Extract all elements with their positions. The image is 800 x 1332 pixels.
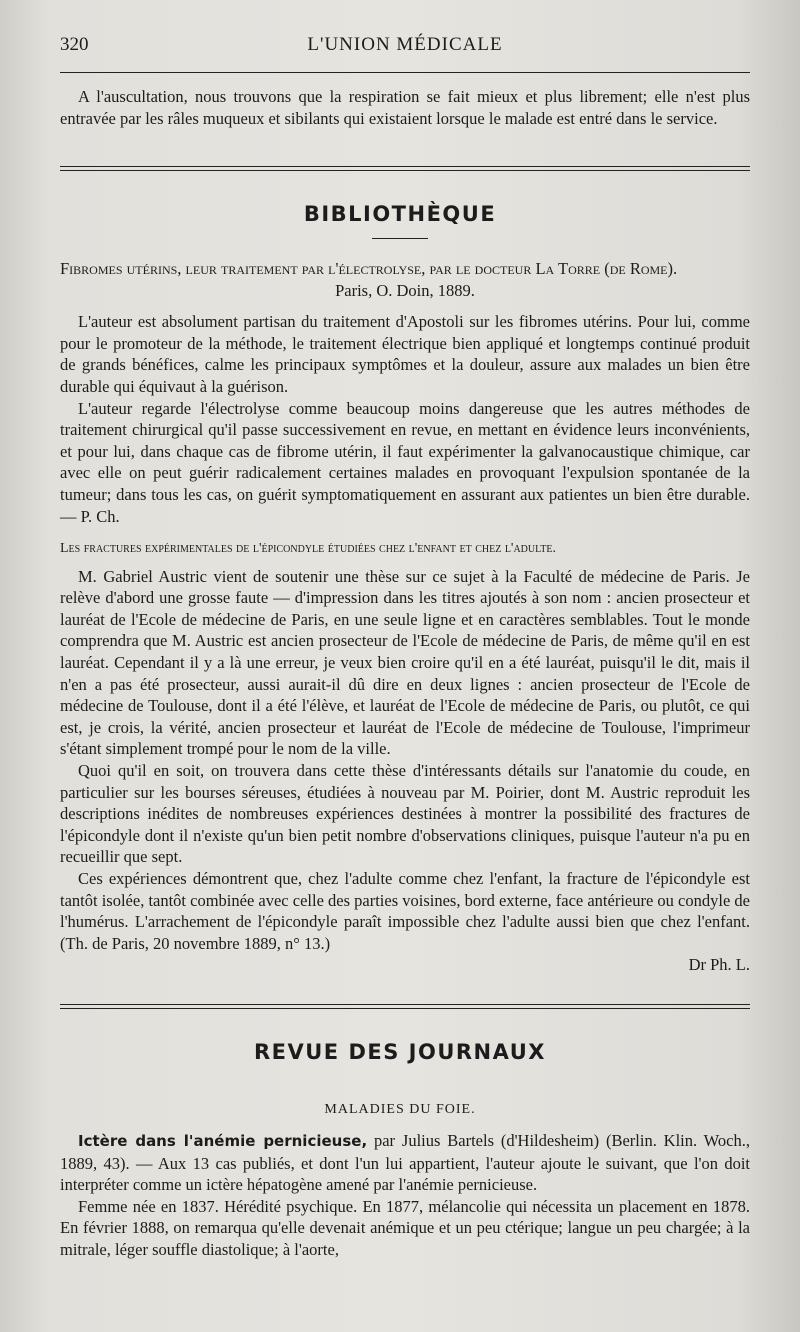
review-fibromes-title: Fibromes utérins, leur traitement par l'électrolyse, par le docteur La Torre (de Rome). — [60, 259, 678, 278]
review-fractures-signature: Dr Ph. L. — [688, 955, 750, 975]
section-divider-top — [60, 166, 750, 171]
header-rule — [60, 72, 750, 73]
revue-article-text-1: — Aux 13 cas publiés, et dont l'un lui appartient, l'auteur ajoute le suivant, que l'on doit interpréter comme un ictère hépatogène amené par l'anémie pernicieuse. — [60, 1153, 751, 1195]
page-header — [60, 34, 750, 64]
review-fibromes-paragraph-1: L'auteur est absolument partisan du traitement d'Apostoli sur les fibromes utérins. Pour lui, comme pour le promoteur de la méthode, le traitement électrique bien appliqué et longtemps continué produit de grands bénéfices, calme les principaux symptômes et la douleur, assure aux malades un bien être durable qui équivaut à la guérison. — [60, 312, 750, 396]
revue-heading: REVUE DES JOURNAUX — [253, 1040, 546, 1064]
revue-article-paragraph-2: Femme née en 1837. Hérédité psychique. En 1877, mélancolie qui nécessita un placement en 1878. En février 1888, on remarqua qu'elle devenait anémique et un peu ctérique; langue un peu chargée; à la mitrale, léger souffle diastolique; à l'aorte, — [60, 1196, 750, 1259]
review-fractures-title: Les fractures expérimentales de l'épicondyle étudiées chez l'enfant et chez l'adulte. — [60, 541, 557, 556]
revue-article-title: Ictère dans l'anémie pernicieuse, — [78, 1132, 368, 1150]
review-fractures-paragraph-3: Ces expériences démontrent que, chez l'adulte comme chez l'enfant, la fracture de l'épicondyle est tantôt isolée, tantôt combinée avec celle des parties voisines, bord externe, face antérieure ou condyle de l'humérus. L'arrachement de l'épicondyle paraît impossible chez l'adulte aussi bien que chez l'enfant. (Th. de Paris, 20 novembre 1889, n° 13.) — [60, 868, 750, 953]
review-fibromes — [60, 258, 750, 527]
review-fibromes-publisher: Paris, O. Doin, 1889. — [335, 280, 475, 300]
section-divider-bottom — [60, 1004, 750, 1009]
bibliotheque-heading-rule — [372, 238, 428, 239]
intro-paragraph-block — [60, 86, 750, 129]
revue-subheading: MALADIES DU FOIE. — [324, 1102, 476, 1117]
page-number: 320 — [60, 34, 89, 55]
intro-paragraph: A l'auscultation, nous trouvons que la respiration se fait mieux et plus librement; elle n'est plus entravée par les râles muqueux et sibilants qui existaient lorsque le malade est entré dans le service. — [60, 87, 750, 128]
review-fibromes-paragraph-2: L'auteur regarde l'électrolyse comme beaucoup moins dangereuse que les autres méthodes de traitement chirurgical qu'il passe successivement en revue, en mettant en évidence leurs inconvénients, et pour lui, dans chaque cas de fibrome utérin, il faut expérimenter la galvanocaustique chimique, car avec elle on peut guérir radicalement certaines malades en provoquant l'expulsion spontanée de la tumeur; dans tous les cas, on guérit symptomatiquement en assurant aux patientes un bien être durable. — P. Ch. — [60, 398, 750, 526]
revue-article-author: par Julius Bartels (d'Hildesheim) (Berlin. Klin. Woch., 1889, 43). — [60, 1131, 750, 1173]
revue-article-paragraph-1 — [60, 1130, 750, 1196]
bibliotheque-heading: BIBLIOTHÈQUE — [303, 202, 497, 226]
review-fractures-paragraph-2: Quoi qu'il en soit, on trouvera dans cette thèse d'intéressants détails sur l'anatomie du coude, en particulier sur les bourses séreuses, étudiées à nouveau par M. Poirier, dont M. Austric reproduit les descriptions inédites de nombreuses expériences destinées à montrer la possibilité des fractures de l'épicondyle dont il n'existe qu'un bien petit nombre d'observations cliniques, puisque l'auteur n'a pu en recueillir que sept. — [60, 760, 750, 867]
running-title: L'UNION MÉDICALE — [307, 34, 503, 55]
review-fractures — [60, 538, 750, 976]
revue-article — [60, 1130, 750, 1261]
review-fractures-paragraph-1: M. Gabriel Austric vient de soutenir une thèse sur ce sujet à la Faculté de médecine de Paris. Je relève d'abord une grosse faute — d'impression dans les titres ajoutés à son nom : ancien prosecteur et lauréat de l'Ecole de médecine de Paris, en une seule ligne et en caractères semblables. Tout le monde comprendra que M. Austric est ancien prosecteur de l'Ecole de médecine de Paris, de même qu'il en est lauréat. Cependant il y a là une erreur, je veux bien croire qu'il en a été lauréat, puisqu'il le dit, mais il n'en a pas été prosecteur, aussi aurait-il dû dire en deux lignes : ancien prosecteur de l'Ecole de médecine de Toulouse, dont il a été l'élève, et lauréat de l'Ecole de médecine de Paris, ou plutôt, ce qui est, je crois, la vérité, ancien prosecteur et lauréat de l'Ecole de médecine de Toulouse, l'imprimeur s'étant simplement trompé pour le nom de la ville. — [60, 566, 750, 759]
